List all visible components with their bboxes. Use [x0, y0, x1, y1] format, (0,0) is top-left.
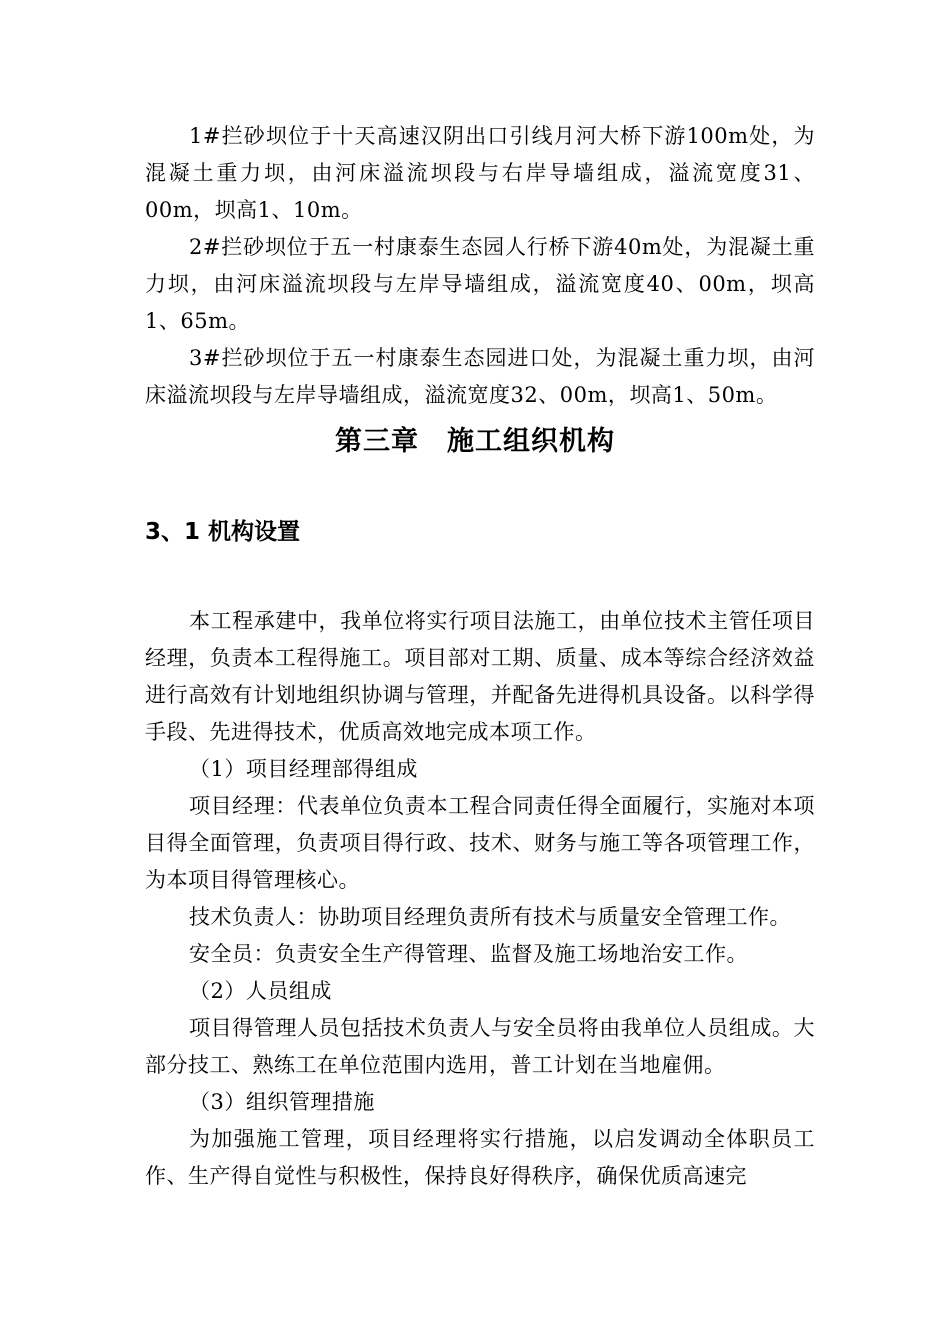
dam-1-paragraph: 1#拦砂坝位于十天高速汉阴出口引线月河大桥下游100m处，为混凝土重力坝，由河床溢流坝段与右岸导墙组成，溢流宽度31、00m，坝高1、10m。 — [145, 124, 815, 222]
measures-paragraph: 为加强施工管理，项目经理将实行措施，以启发调动全体职员工作、生产得自觉性与积极性，保持良好得秩序，确保优质高速完 — [145, 1127, 815, 1188]
safety-officer-paragraph: 安全员：负责安全生产得管理、监督及施工场地治安工作。 — [189, 942, 748, 966]
chapter-title: 第三章 施工组织机构 — [335, 426, 615, 457]
manager-paragraph: 项目经理：代表单位负责本工程合同责任得全面履行，实施对本项目得全面管理，负责项目得行政、技术、财务与施工等各项管理工作，为本项目得管理核心。 — [145, 794, 815, 892]
subheading-1: （1）项目经理部得组成 — [189, 757, 418, 781]
intro-paragraph: 本工程承建中，我单位将实行项目法施工，由单位技术主管任项目经理，负责本工程得施工。项目部对工期、质量、成本等综合经济效益进行高效有计划地组织协调与管理，并配备先进得机具设备。以科学得手段、先进得技术，优质高效地完成本项工作。 — [145, 609, 815, 744]
subheading-3: （3）组织管理措施 — [189, 1090, 375, 1114]
dam-3-paragraph: 3#拦砂坝位于五一村康泰生态园进口处，为混凝土重力坝，由河床溢流坝段与左岸导墙组成，溢流宽度32、00m，坝高1、50m。 — [145, 346, 815, 407]
staff-paragraph: 项目得管理人员包括技术负责人与安全员将由我单位人员组成。大部分技工、熟练工在单位范围内选用，普工计划在当地雇佣。 — [145, 1016, 815, 1077]
subheading-2: （2）人员组成 — [189, 979, 332, 1003]
dam-2-paragraph: 2#拦砂坝位于五一村康泰生态园人行桥下游40m处，为混凝土重力坝，由河床溢流坝段与左岸导墙组成，溢流宽度40、00m，坝高1、65m。 — [145, 235, 815, 333]
tech-lead-paragraph: 技术负责人：协助项目经理负责所有技术与质量安全管理工作。 — [189, 905, 791, 929]
section-title: 3、1 机构设置 — [145, 519, 301, 545]
